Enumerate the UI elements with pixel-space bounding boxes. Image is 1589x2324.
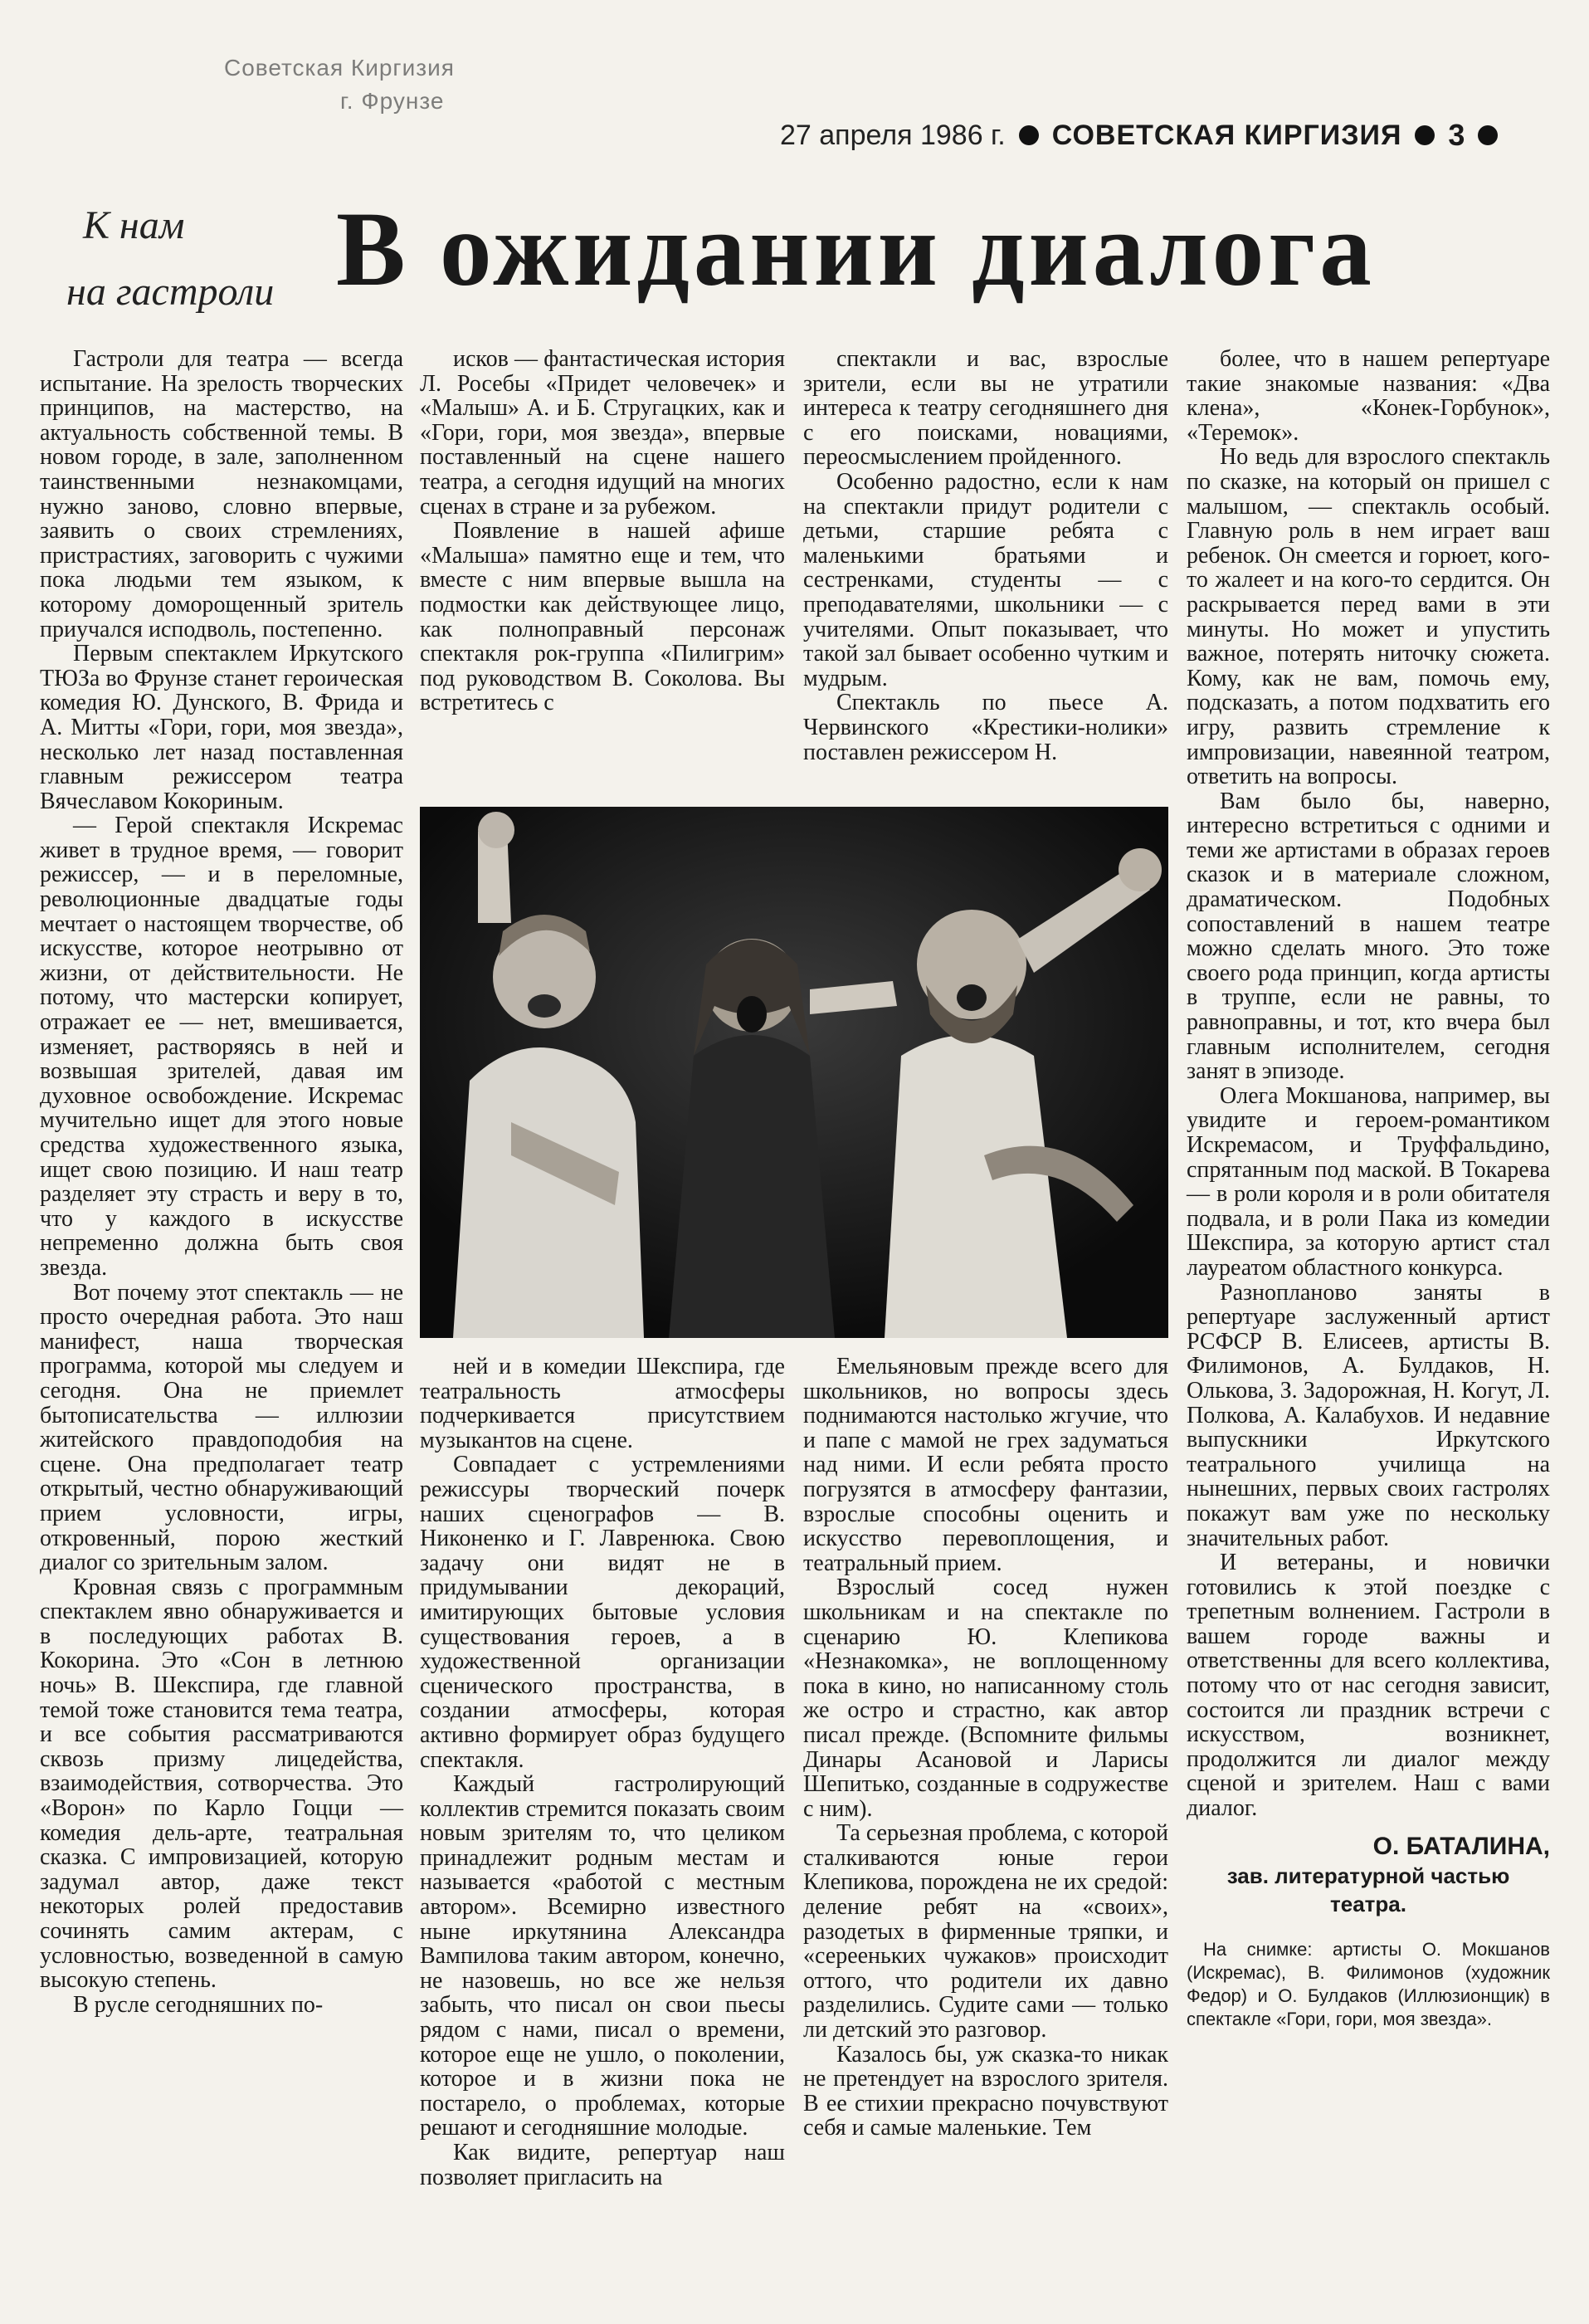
actors-illustration [420,807,1168,1338]
page-header [780,115,1529,156]
paragraph: Олега Мокшанова, например, вы увидите и героем-романтиком Искремасом, и Труффальдино, спрятанным под маской. В Токарева — в роли короля и в роли обитателя подвала, и в роли Пака из комедии Шекспира, за которую артист стал лауреатом областного конкурса. [1187,1082,1550,1281]
text-column-3-bottom [803,1355,1168,2297]
paragraph: Особенно радостно, если к нам на спектакли придут родители с детьми, старшие ребята с маленькими братьями и сестренками, студенты — с преподавателями, школьники — с учителями. Опыт показывает, что такой зал бывает особенно чутким и мудрым. [803,468,1168,691]
paragraph: Емельяновым прежде всего для школьников, но вопросы здесь поднимаются настолько жгучие, что и папе с мамой не грех задуматься над ними. И если ребята просто погрузятся в атмосферу фантазии, взрослые способны оценить и искусство перевоплощения, и театральный прием. [803,1354,1168,1576]
page-number: 3 [1448,118,1465,152]
text-column-2-top [420,347,785,795]
paragraph: ней и в комедии Шекспира, где театральность атмосферы подчеркивается присутствием музыкантов на сцене. [420,1354,785,1453]
paragraph: Разнопланово заняты в репертуаре заслуженный артист РСФСР В. Елисеев, артисты В. Филимонов, А. Булдаков, Н. Олькова, З. Задорожная, Н. Когут, Л. Полкова, А. Калабухов. И недавние выпускники Иркутского театрального училища на нынешних, первых своих гастролях покажут вам уже по нескольку значительных работ. [1187,1279,1550,1551]
article-headline: В ожидании диалога [336,190,1376,308]
paragraph: более, что в нашем репертуаре такие знакомые названия: «Два клена», «Конек-Горбунок», «Теремок». [1187,346,1550,446]
newspaper-name: СОВЕТСКАЯ КИРГИЗИЯ [1051,119,1402,151]
stamp-line-2: г. Фрунзе [340,88,445,114]
paragraph: Кровная связь с программным спектаклем явно обнаруживается и в последующих работах В. Кокорина. Это «Сон в летнюю ночь» В. Шекспира, где главной темой тоже становится тема театра, и все события рассматриваются сквозь призму лицедейства, взаимодействия, сотворчества. Это «Ворон» по Карло Гоцци — комедия дель-арте, театральная сказка. С импровизацией, которую задумал автор, даже текст некоторых ролей предоставив сочинять самим актерам, с условностью, возведенной в самую высокую степень. [40,1574,403,1994]
paragraph: Вам было бы, наверно, интересно встретиться с одними и теми же артистами в образах героев сказок и в материале сложном, драматическом. Подобных сопоставлений в нашем театре можно сделать много. Это тоже своего рода принцип, когда артисты в труппе, если не равны, то равноправны, и тот, кто вчера был главным исполнителем, сегодня занят в эпизоде. [1187,788,1550,1085]
bullet-icon [1415,125,1435,145]
stage-photo [420,807,1168,1338]
paragraph: Казалось бы, уж сказка-то никак не претендует на взрослого зрителя. В ее стихии прекрасно почувствуют себя и самые маленькие. Тем [803,2041,1168,2141]
paragraph: исков — фантастическая история Л. Росебы «Придет человечек» и «Малыш» А. и Б. Стругацких, как и «Гори, гори, моя звезда», впервые поставленный на сцене нашего театра, а сегодня идущий на многих сценах в стране и за рубежом. [420,346,785,520]
text-column-3-top [803,347,1168,795]
column-4-paragraphs [1187,347,1550,1821]
author-name: О. БАТАЛИНА, [1372,1832,1550,1860]
paragraph: Каждый гастролирующий коллектив стремится показать своим новым зрителям то, что целиком принадлежит родным местам и называется «работой с местным автором». Всемирно известного ныне иркутянина Александра Вампилова таким автором, конечно, не назовешь, но все же нельзя забыть, что писал он свои пьесы рядом с нами, писал о времени, которое еще не ушло, о поколении, которое и в жизни пока не постарело, о проблемах, которые решают и сегодняшние молодые. [420,1771,785,2141]
paragraph: Вот почему этот спектакль — не просто очередная работа. Это наш манифест, наша творческая программа, которой мы следуем и сегодня. Она не приемлет бытописательства — иллюзии житейского правдоподобия на сцене. Она предполагает театр открытый, честно обнаруживающий прием условности, игры, откровенный, порою жесткий диалог со зрительным залом. [40,1279,403,1576]
rubric [66,193,274,325]
paragraph: Но ведь для взрослого спектакль по сказке, на который он пришел с малышом, — спектакль особый. Главную роль в нем играет ваш ребенок. Он смеется и горюет, кого-то жалеет и на кого-то сердится. Он раскрывается перед вами в эти минуты. Но может и упустить важное, потерять ниточку сюжета. Кому, как не вам, помочь ему, подсказать, а потом подхватить его игру, развить стремление к импровизации, навеянной театром, ответить на вопросы. [1187,444,1550,790]
bullet-icon [1019,125,1039,145]
text-column-1 [40,347,403,2297]
text-column-4 [1187,347,1550,2297]
paragraph: Совпадает с устремлениями режиссуры творческий почерк наших сценографов — В. Никоненко и Г. Лавренюка. Свою задачу они видят не в придумывании декораций, имитирующих бытовые условия существования героев, а в художественной организации сценического пространства, в создании атмосферы, которая активно формирует образ будущего спектакля. [420,1452,785,1773]
text-column-2-bottom [420,1355,785,2297]
paragraph: — Герой спектакля Искремас живет в трудное время, — говорит режиссер, — и в переломные, революционные двадцатые годы мечтает о настоящем творчестве, об искусстве, которое неотрывно от жизни, от действительности. Не потому, что мастерски копирует, отражает ее — нет, вмешивается, изменяет, растворяясь в ней и возвышая зрителей, давая им духовное освобождение. Искремас мучительно ищет для этого новые средства художественного языка, ищет свою позицию. И наш театр разделяет эту страсть и веру в то, что у каждого в искусстве непременно должна быть своя звезда. [40,813,403,1281]
bullet-icon [1478,125,1498,145]
paragraph: Спектакль по пьесе А. Червинского «Крестики-нолики» поставлен режиссером Н. [803,690,1168,765]
photo-caption: На снимке: артисты О. Мокшанов (Искремас), В. Филимонов (художник Федор) и О. Булдаков (Иллюзионщик) в спектакле «Гори, гори, моя звезда». [1187,1939,1550,2030]
issue-date: 27 апреля 1986 г. [780,119,1006,151]
author-position: зав. литературной частью театра. [1226,1863,1510,1917]
paragraph: Гастроли для театра — всегда испытание. На зрелость творческих принципов, на мастерство, на актуальность собственной темы. В новом городе, в зале, заполненном таинственными незнакомцами, нужно заново, словно впервые, заявить о своих стремлениях, пристрастиях, заговорить с чужими пока людьми тем языком, к которому доморощенный зритель приучался исподволь, постепенно. [40,346,403,642]
paragraph: Появление в нашей афише «Малыша» памятно еще и тем, что вместе с ним впервые вышла на подмостки как действующее лицо, как полноправный персонаж спектакля рок-группа «Пилигрим» под руководством В. Соколова. Вы встретитесь с [420,518,785,716]
paragraph: спектакли и вас, взрослые зрители, если вы не утратили интереса к театру сегодняшнего дня с его поисками, новациями, переосмыслением пройденного. [803,346,1168,471]
rubric-line-2: на гастроли [66,270,275,314]
paragraph: Та серьезная проблема, с которой сталкиваются юные герои Клепикова, порождена не их средой: деление ребят на «своих», разодетых в фирменные тряпки, и «серееньких чужаков» происходит оттого, что родители их давно разделились. Судите сами — только ли детский это разговор. [803,1820,1168,2043]
paragraph: Как видите, репертуар наш позволяет пригласить на [420,2140,785,2190]
paragraph: И ветераны, и новички готовились к этой поездке с трепетным волнением. Гастроли в вашем городе важны и ответственны для всего коллектива, потому что от нас сегодня зависит, состоится ли праздник встречи с искусством, возникнет, продолжится ли диалог между сценой и зрителем. Наш с вами диалог. [1187,1550,1550,1822]
paragraph: Первым спектаклем Иркутского ТЮЗа во Фрунзе станет героическая комедия Ю. Дунского, В. Фрида и А. Митты «Гори, гори, моя звезда», несколько лет назад поставленная главным режиссером театра Вячеславом Кокориным. [40,641,403,814]
paragraph: В русле сегодняшних по- [73,1991,324,2018]
paragraph: Взрослый сосед нужен школьникам и на спектакле по сценарию Ю. Клепикова «Незнакомка», не воплощенному пока в кино, но написанному столь же остро и страстно, как автор писал прежде. (Вспомните фильмы Динары Асановой и Ларисы Шепитько, созданные в содружестве с ним). [803,1575,1168,1822]
stamp-line-1: Советская Киргизия [224,55,455,81]
rubric-line-1: К нам [83,203,185,247]
archive-stamp [224,51,455,118]
